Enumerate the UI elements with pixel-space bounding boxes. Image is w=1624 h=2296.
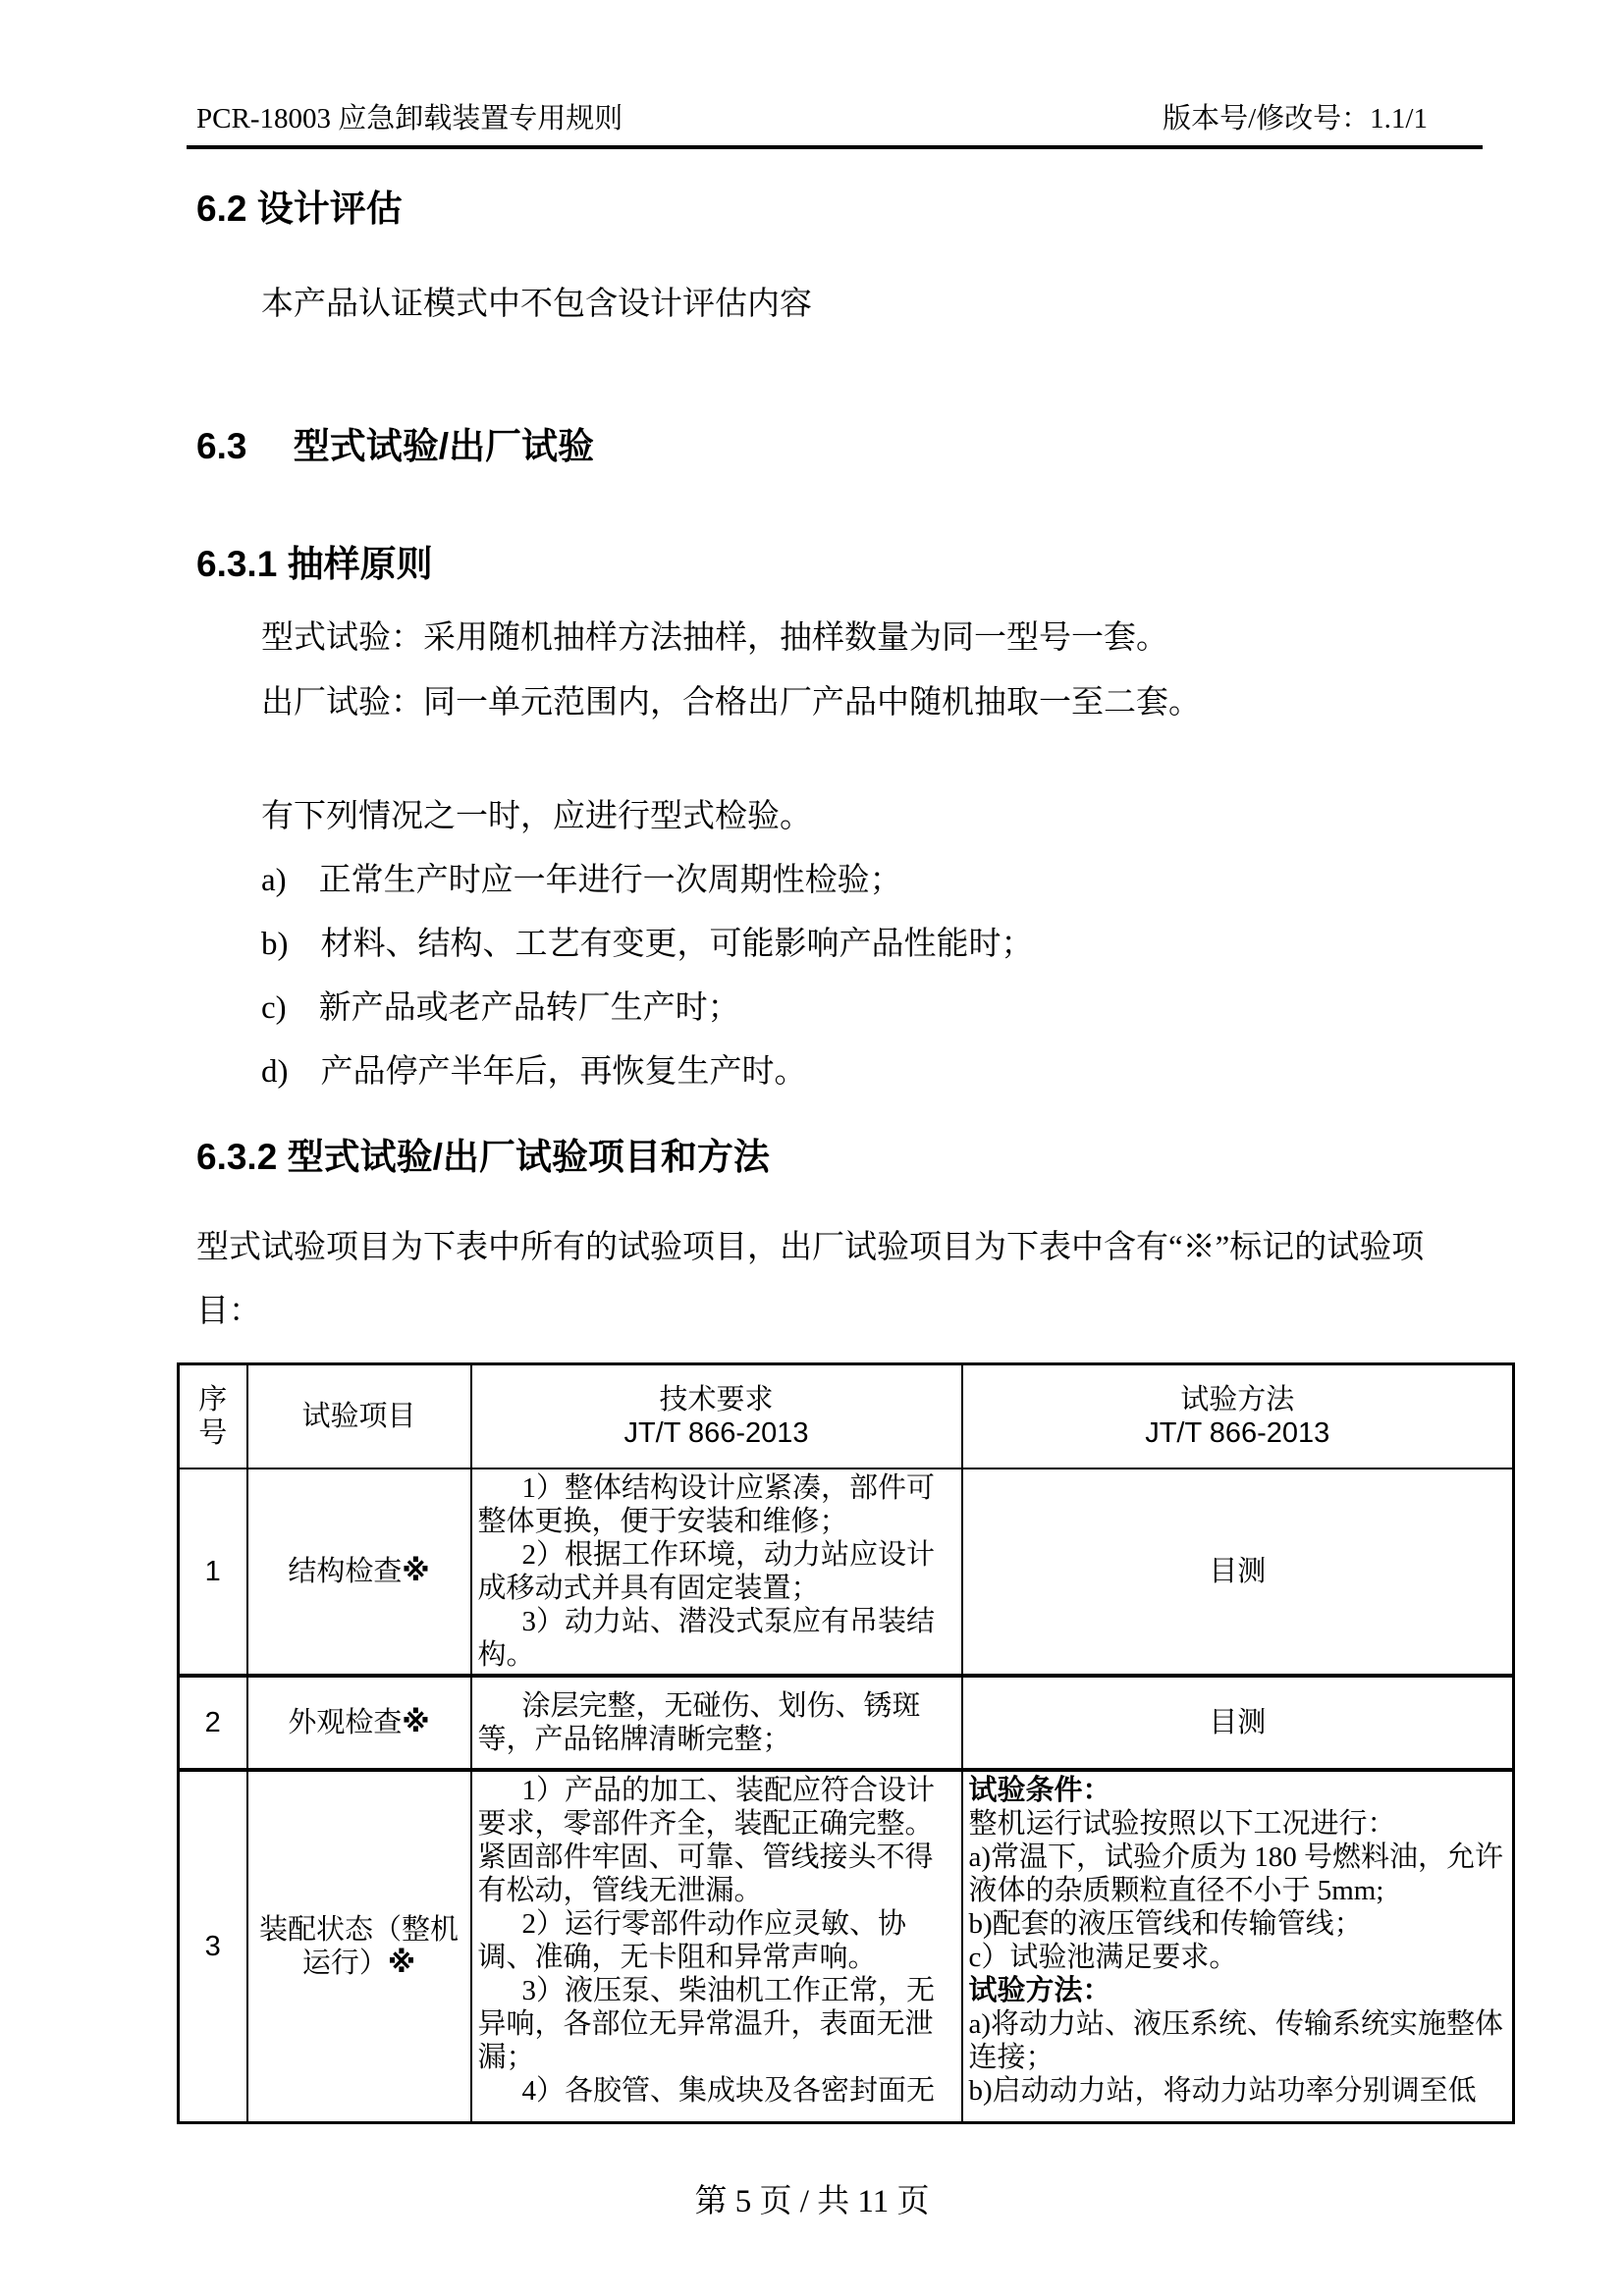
paragraph-type-test-cases: 有下列情况之一时，应进行型式检验。 xyxy=(261,799,812,834)
row3-requirement xyxy=(471,1770,962,2123)
list-item-d: d) 产品停产半年后，再恢复生产时。 xyxy=(261,1054,807,1090)
row2-req-1: 涂层完整，无碰伤、划伤、锈斑等，产品铭牌清晰完整； xyxy=(477,1690,921,1755)
col-header-item: 试验项目 xyxy=(247,1364,471,1469)
row3-item-label: 装配状态（整机运行） xyxy=(258,1914,459,1979)
row1-requirement xyxy=(471,1468,962,1676)
row3-req-3: 3）液压泵、柴油机工作正常，无异响，各部位无异常温升，表面无泄漏； xyxy=(477,1975,936,2073)
heading-6-2: 6.2 设计评估 xyxy=(196,188,403,229)
test-items-table xyxy=(177,1362,1515,2124)
row1-req-3: 3）动力站、潜没式泵应有吊装结构。 xyxy=(477,1606,936,1671)
list-item-a: a) 正常生产时应一年进行一次周期性检验； xyxy=(261,863,902,898)
row2-factory-test-mark: ※ xyxy=(402,1707,430,1738)
row3-method-condition-b: b)配套的液压管线和传输管线； xyxy=(968,1908,1363,1940)
row3-item xyxy=(247,1770,471,2123)
row2-requirement xyxy=(471,1676,962,1770)
row1-req-1: 1）整体结构设计应紧凑，部件可整体更换，便于安装和维修； xyxy=(477,1472,936,1537)
col-header-requirement-title: 技术要求 xyxy=(659,1384,774,1415)
header-rule xyxy=(187,145,1483,149)
row3-req-1: 1）产品的加工、装配应符合设计要求，零部件齐全，装配正确完整。紧固部件牢固、可靠、管线接头不得有松动，管线无泄漏。 xyxy=(477,1775,936,1906)
col-header-requirement xyxy=(471,1364,962,1469)
col-header-method-title: 试验方法 xyxy=(1180,1384,1295,1415)
row3-method-step-a: a)将动力站、液压系统、传输系统实施整体连接； xyxy=(968,2008,1504,2073)
page-number: 第 5 页 / 共 11 页 xyxy=(694,2184,930,2219)
paragraph-factory-test-sampling: 出厂试验：同一单元范围内，合格出厂产品中随机抽取一至二套。 xyxy=(261,685,1201,721)
row3-no: 3 xyxy=(179,1770,247,2123)
paragraph-type-test-sampling: 型式试验：采用随机抽样方法抽样，抽样数量为同一型号一套。 xyxy=(261,620,1168,656)
col-header-method-standard: JT/T 866-2013 xyxy=(1145,1417,1330,1449)
heading-6-3-1: 6.3.1 抽样原则 xyxy=(196,544,433,584)
col-header-method xyxy=(962,1364,1514,1469)
row3-method-steps-label: 试验方法： xyxy=(968,1975,1111,2006)
list-item-c: c) 新产品或老产品转厂生产时； xyxy=(261,990,740,1026)
table-header-row xyxy=(179,1364,1514,1469)
paragraph-intro-line1: 型式试验项目为下表中所有的试验项目，出厂试验项目为下表中含有“※”标记的试验项 xyxy=(196,1230,1425,1265)
row3-req-2: 2）运行零部件动作应灵敏、协调、准确，无卡阻和异常声响。 xyxy=(477,1908,907,1973)
row3-req-4: 4）各胶管、集成块及各密封面无 xyxy=(521,2075,936,2107)
paragraph-6-2-body: 本产品认证模式中不包含设计评估内容 xyxy=(261,287,812,322)
table-row xyxy=(179,1468,1514,1676)
table-row xyxy=(179,1676,1514,1770)
paragraph-intro-line2: 目： xyxy=(196,1294,261,1329)
table-row xyxy=(179,1770,1514,2123)
row3-method-step-b: b)启动动力站，将动力站功率分别调至低 xyxy=(968,2075,1477,2107)
row2-method: 目测 xyxy=(962,1676,1514,1770)
col-header-no: 序号 xyxy=(179,1364,247,1469)
row1-method: 目测 xyxy=(962,1468,1514,1676)
row2-no: 2 xyxy=(179,1676,247,1770)
row3-method-conditions-intro: 整机运行试验按照以下工况进行： xyxy=(968,1808,1396,1840)
row1-factory-test-mark: ※ xyxy=(402,1556,430,1587)
row3-method-conditions-label: 试验条件： xyxy=(968,1775,1111,1806)
row1-req-2: 2）根据工作环境，动力站应设计成移动式并具有固定装置； xyxy=(477,1539,936,1604)
heading-6-3-2: 6.3.2 型式试验/出厂试验项目和方法 xyxy=(196,1137,770,1177)
list-item-b: b) 材料、结构、工艺有变更，可能影响产品性能时； xyxy=(261,927,1034,962)
row3-method xyxy=(962,1770,1514,2123)
row1-item-label: 结构检查 xyxy=(288,1556,403,1587)
row3-factory-test-mark: ※ xyxy=(387,1948,416,1979)
heading-6-3: 6.3 型式试验/出厂试验 xyxy=(196,426,594,466)
row3-method-condition-a: a)常温下，试验介质为 180 号燃料油，允许液体的杂质颗粒直径不小于 5mm; xyxy=(968,1842,1504,1906)
row1-no: 1 xyxy=(179,1468,247,1676)
row1-item xyxy=(247,1468,471,1676)
header-document-title: PCR-18003 应急卸载装置专用规则 xyxy=(196,103,623,134)
row2-item xyxy=(247,1676,471,1770)
col-header-requirement-standard: JT/T 866-2013 xyxy=(623,1417,809,1449)
row2-item-label: 外观检查 xyxy=(288,1707,403,1738)
row3-method-condition-c: c）试验池满足要求。 xyxy=(968,1942,1238,1973)
header-version-number: 版本号/修改号：1.1/1 xyxy=(1163,103,1428,134)
